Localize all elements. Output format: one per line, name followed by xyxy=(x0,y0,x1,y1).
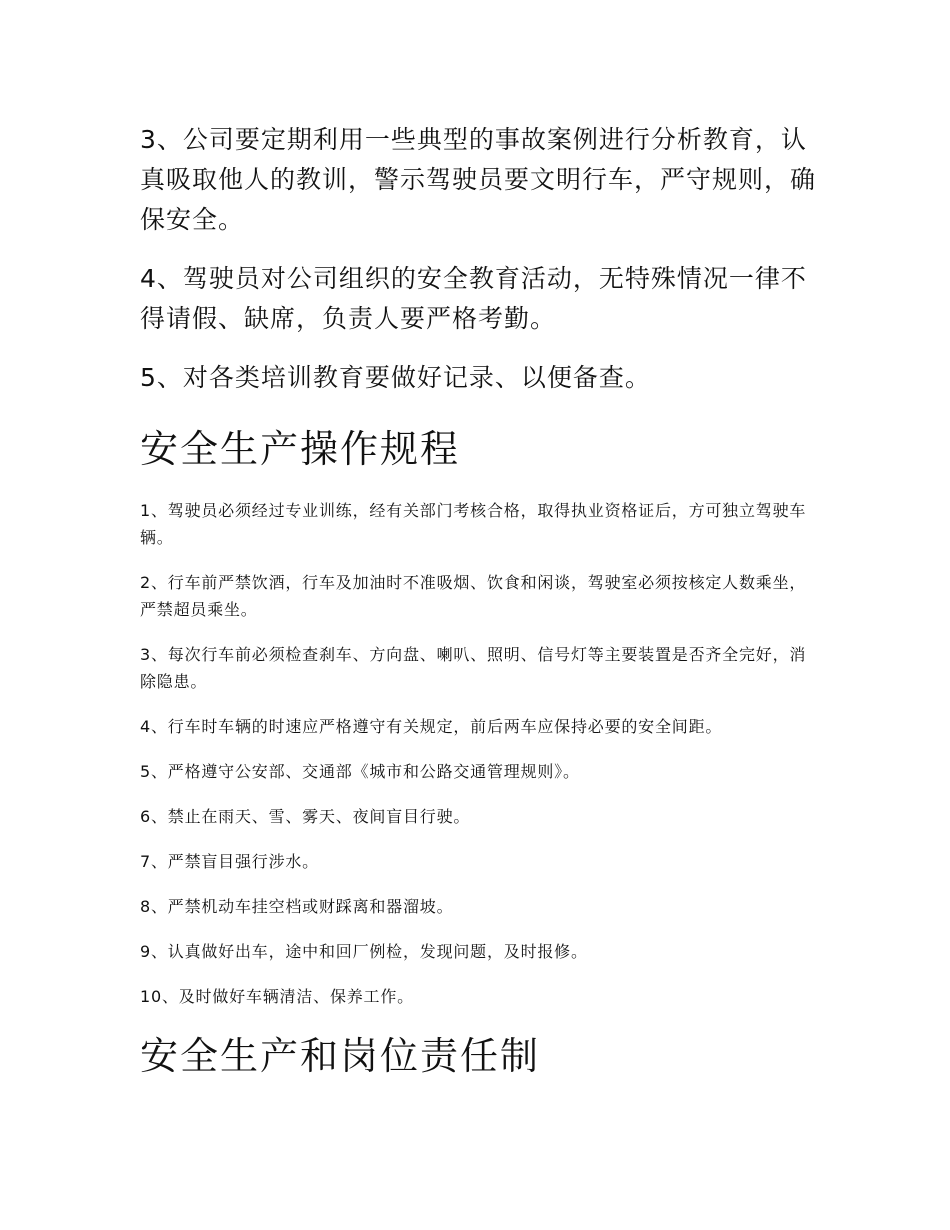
procedure-item-9: 9、认真做好出车，途中和回厂例检，发现问题，及时报修。 xyxy=(140,942,588,961)
procedure-item-4: 4、行车时车辆的时速应严格遵守有关规定，前后两车应保持必要的安全间距。 xyxy=(140,717,723,736)
procedure-item-5: 5、严格遵守公安部、交通部《城市和公路交通管理规则》。 xyxy=(140,762,580,781)
procedure-item-1: 1、驾驶员必须经过专业训练，经有关部门考核合格，取得执业资格证后，方可独立驾驶车辆。 xyxy=(140,501,807,547)
procedure-item-2: 2、行车前严禁饮酒，行车及加油时不准吸烟、饮食和闲谈，驾驶室必须按核定人数乘坐，严禁超员乘坐。 xyxy=(140,573,807,619)
procedure-item-6: 6、禁止在雨天、雪、雾天、夜间盲目行驶。 xyxy=(140,807,471,826)
section-title-responsibility-system: 安全生产和岗位责任制 xyxy=(140,1034,541,1078)
education-item-5: 5、对各类培训教育要做好记录、以便备查。 xyxy=(140,363,651,392)
procedure-item-7: 7、严禁盲目强行涉水。 xyxy=(140,852,319,871)
procedure-item-10: 10、及时做好车辆清洁、保养工作。 xyxy=(140,987,414,1006)
procedure-item-8: 8、严禁机动车挂空档或财踩离和器溜坡。 xyxy=(140,897,454,916)
education-item-3: 3、公司要定期利用一些典型的事故案例进行分析教育，认真吸取他人的教训，警示驾驶员要文明行车，严守规则，确保安全。 xyxy=(140,125,817,234)
education-item-4: 4、驾驶员对公司组织的安全教育活动，无特殊情况一律不得请假、缺席，负责人要严格考勤。 xyxy=(140,264,807,333)
procedure-item-3: 3、每次行车前必须检查刹车、方向盘、喇叭、照明、信号灯等主要装置是否齐全完好，消除隐患。 xyxy=(140,645,807,691)
document-content xyxy=(140,120,820,1104)
section-title-operating-procedures: 安全生产操作规程 xyxy=(140,427,461,471)
